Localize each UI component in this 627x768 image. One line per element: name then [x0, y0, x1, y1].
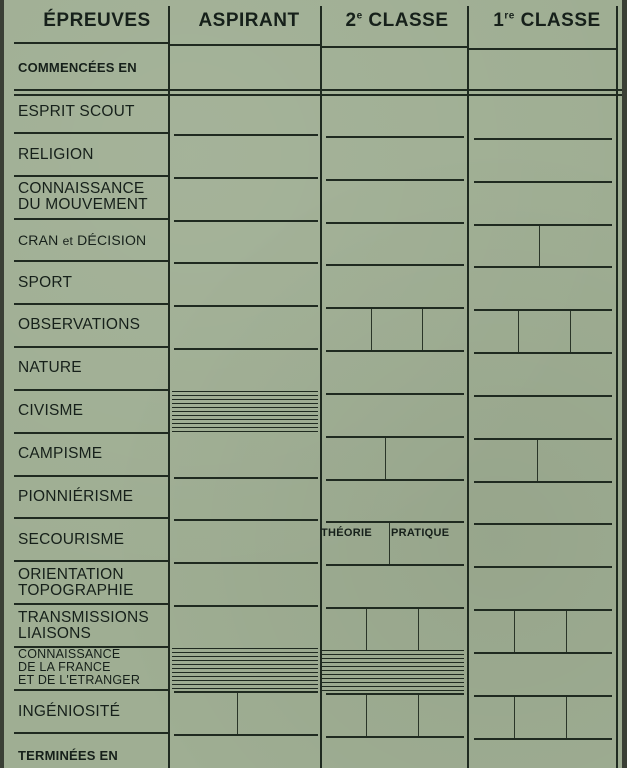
hatched-cell-france-deuxieme	[322, 650, 464, 694]
row-label-terminees: TERMINÉES EN	[18, 748, 118, 763]
row-line	[14, 218, 168, 220]
row-label-esprit-scout: ESPRIT SCOUT	[18, 103, 135, 120]
row-line	[14, 89, 622, 91]
header-deuxieme-classe: 2e CLASSE	[345, 10, 449, 31]
row-line	[14, 432, 168, 434]
row-label-observations: OBSERVATIONS	[18, 316, 141, 333]
header-premiere-classe: 1re CLASSE	[493, 10, 601, 31]
row-label-transmissions-liaisons: TRANSMISSIONS LIAISONS	[18, 609, 149, 642]
row-line	[14, 603, 168, 605]
row-label-connaissance-france: CONNAISSANCE DE LA FRANCE ET DE L'ETRANGER	[18, 647, 141, 687]
hatched-cell-france-aspirant	[172, 648, 318, 692]
row-label-religion: RELIGION	[18, 146, 94, 163]
row-label-orientation-topographie: ORIENTATION TOPOGRAPHIE	[18, 566, 134, 599]
row-line	[14, 132, 168, 134]
row-label-ingeniosite: INGÉNIOSITÉ	[18, 703, 121, 720]
column-divider	[616, 6, 618, 768]
row-line	[14, 689, 168, 691]
row-line	[14, 517, 168, 519]
row-label-commencees: COMMENCÉES EN	[18, 60, 137, 75]
row-label-secourisme: SECOURISME	[18, 531, 125, 548]
secourisme-theorie-label: THÉORIE	[321, 527, 372, 539]
column-divider	[168, 6, 170, 768]
row-label-civisme: CIVISME	[18, 402, 84, 419]
row-line	[14, 94, 622, 96]
row-label-cran-decision: CRAN et DÉCISION	[18, 232, 147, 248]
header-aspirant: ASPIRANT	[198, 10, 300, 31]
row-line	[14, 260, 168, 262]
scout-progress-card	[4, 0, 622, 768]
row-label-campisme: CAMPISME	[18, 445, 103, 462]
row-line	[14, 560, 168, 562]
row-line	[14, 475, 168, 477]
column-divider	[467, 6, 469, 768]
row-line	[14, 346, 168, 348]
secourisme-pratique-label: PRATIQUE	[391, 527, 450, 539]
row-label-sport: SPORT	[18, 274, 73, 291]
header-epreuves: ÉPREUVES	[43, 10, 151, 31]
row-line	[14, 303, 168, 305]
row-label-pionnierisme: PIONNIÉRISME	[18, 488, 134, 505]
row-label-nature: NATURE	[18, 359, 82, 376]
row-line	[14, 175, 168, 177]
row-line	[14, 389, 168, 391]
hatched-cell-civisme	[172, 391, 318, 435]
row-label-connaissance-mouvement: CONNAISSANCE DU MOUVEMENT	[18, 180, 148, 213]
row-line	[14, 732, 168, 734]
row-line	[14, 42, 168, 44]
